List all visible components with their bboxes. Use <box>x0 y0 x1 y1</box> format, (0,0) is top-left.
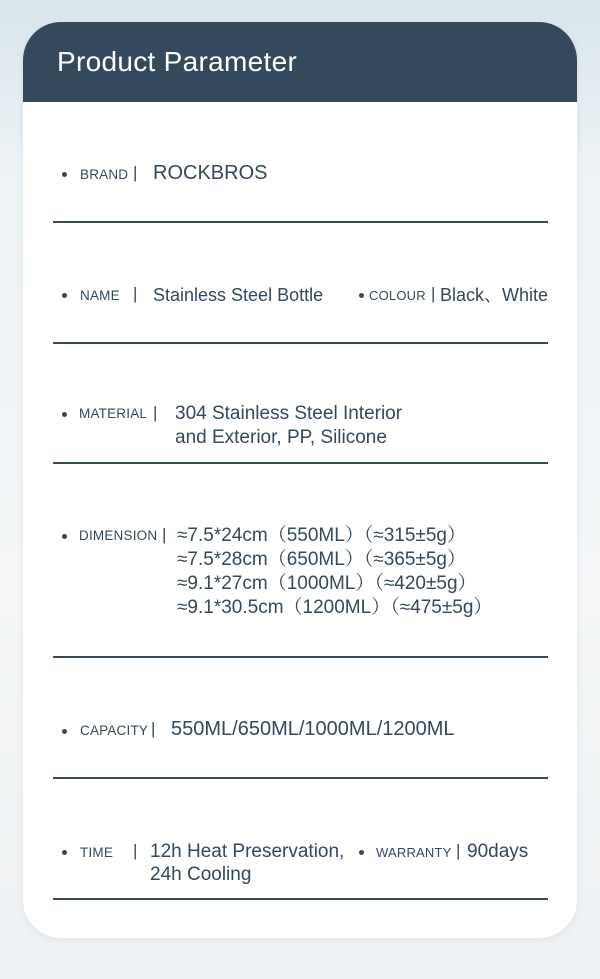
card-header <box>23 22 577 102</box>
material-value-line: and Exterior, PP, Silicone <box>175 427 387 448</box>
dimension-label: DIMENSION <box>79 528 158 543</box>
bullet-dot <box>62 293 67 298</box>
divider <box>53 777 548 779</box>
separator: | <box>456 841 461 860</box>
divider <box>53 221 548 223</box>
dimension-value-line: ≈7.5*24cm（550ML）（≈315±5g） <box>177 525 466 546</box>
bullet-dot <box>62 729 67 734</box>
separator: | <box>133 841 138 860</box>
separator: | <box>431 284 436 303</box>
divider <box>53 342 548 344</box>
brand-value: ROCKBROS <box>153 162 268 184</box>
dimension-value-line: ≈9.1*30.5cm（1200ML）（≈475±5g） <box>177 597 493 618</box>
divider <box>53 898 548 900</box>
brand-label: BRAND <box>80 167 129 182</box>
separator: | <box>162 525 167 544</box>
separator: | <box>151 719 156 738</box>
warranty-value: 90days <box>467 841 529 862</box>
material-value-line: 304 Stainless Steel Interior <box>175 403 403 424</box>
separator: | <box>133 284 138 303</box>
bullet-dot <box>359 850 364 855</box>
separator: | <box>153 403 158 422</box>
warranty-label: WARRANTY <box>376 845 452 860</box>
name-value: Stainless Steel Bottle <box>153 285 324 305</box>
bullet-dot <box>62 412 67 417</box>
dimension-value-line: ≈7.5*28cm（650ML）（≈365±5g） <box>177 549 466 570</box>
bullet-dot <box>62 172 67 177</box>
time-value-line: 12h Heat Preservation, <box>150 841 345 862</box>
dimension-value-line: ≈9.1*27cm（1000ML）（≈420±5g） <box>177 573 477 594</box>
name-label: NAME <box>80 288 120 303</box>
bullet-dot <box>62 850 67 855</box>
colour-value: Black、White <box>440 285 549 305</box>
bullet-dot <box>62 534 67 539</box>
divider <box>53 462 548 464</box>
page-title: Product Parameter <box>57 46 298 77</box>
time-label: TIME <box>80 845 114 860</box>
capacity-value: 550ML/650ML/1000ML/1200ML <box>171 718 455 740</box>
colour-label: COLOUR <box>369 288 426 303</box>
capacity-label: CAPACITY <box>80 723 149 738</box>
bullet-dot <box>359 293 364 298</box>
separator: | <box>133 163 138 182</box>
time-value-line: 24h Cooling <box>150 864 252 885</box>
divider <box>53 656 548 658</box>
product-parameter-card <box>23 22 577 938</box>
material-label: MATERIAL <box>79 406 148 421</box>
